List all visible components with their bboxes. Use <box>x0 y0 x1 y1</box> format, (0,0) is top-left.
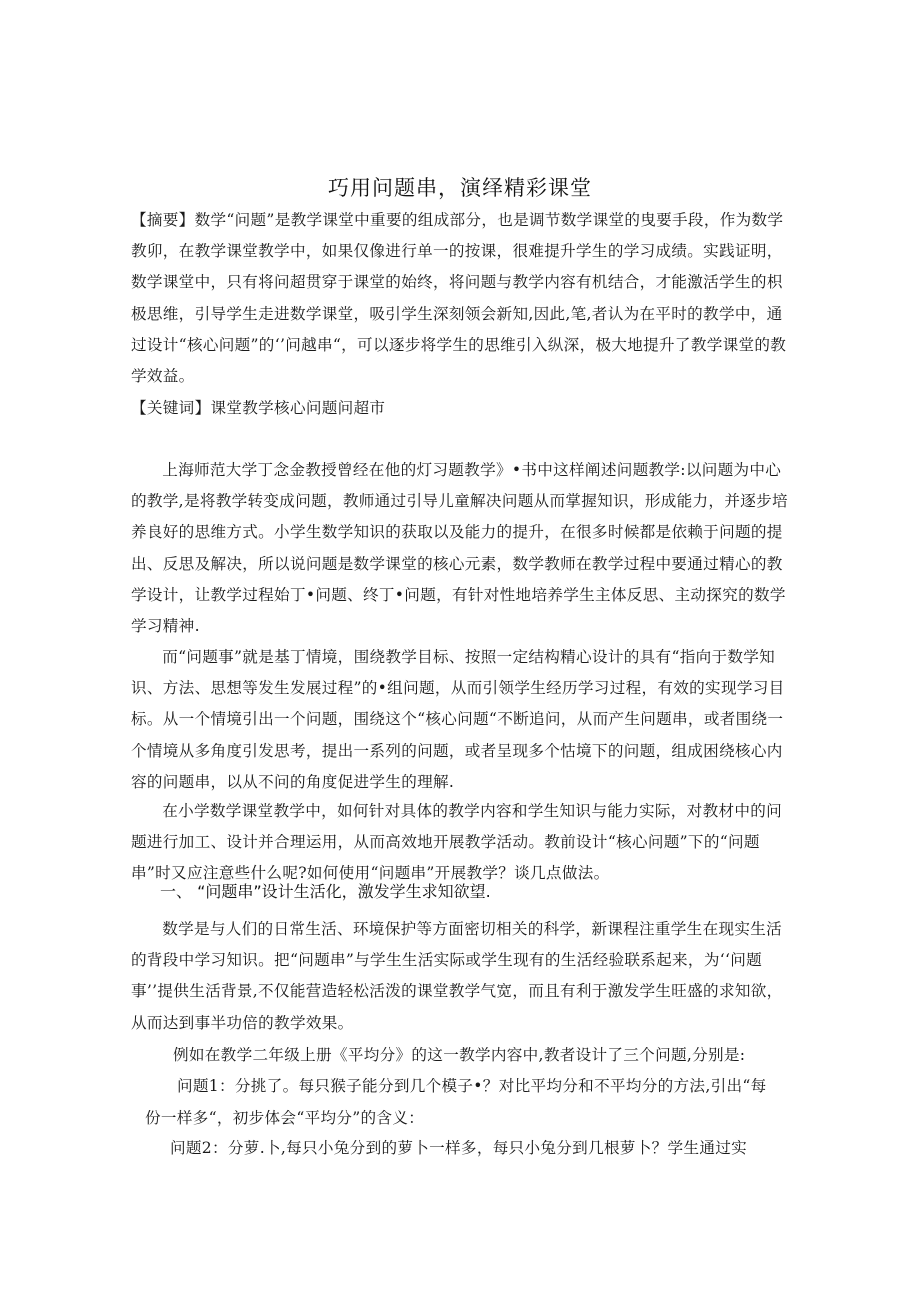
question-2-line: 问题2：分萝.卜,每只小兔分到的萝卜一样多，每只小兔分到几根萝卜？学生通过实 <box>170 1139 748 1157</box>
body-paragraph-5: 例如在教学二年级上册《平均分》的这一教学内容中,教者设计了三个问题,分别是: <box>173 1046 746 1064</box>
section-heading-1: 一、 “问题串”设计生活化，激发学生求知欲望. <box>160 882 491 901</box>
document-title: 巧用问题串，演绎精彩课堂 <box>328 176 592 200</box>
abstract-paragraph <box>131 205 795 392</box>
question-1-line-2: 份一样多“，初步体会“平均分”的含义： <box>145 1109 425 1127</box>
question-1-line-1: 问题1：分挑了。每只猴子能分到几个模子•？对比平均分和不平均分的方法,引出“每 <box>177 1077 767 1095</box>
abstract-label: 【摘要】 <box>131 211 195 229</box>
abstract-text: 数学“问题”是教学课堂中重要的组成部分，也是调节数学课堂的曳要手段，作为数学教卯，在教学课堂教学中，如果仅像进行单一的按课，很难提升学生的学习成绩。实践证明，数学课堂中，只有将问超贯穿于课堂的始终，将问题与教学内容有机结合，才能激活学生的枳极思维，引导学生走进数学课堂，吸引学生深刻领会新知,因此,笔,者认为在平时的教学中，通过设计“核心问题”的‘’问越串“，可以逐步将学生的思维引入纵深，极大地提升了教学课堂的教学效益。 <box>131 211 787 386</box>
body-paragraph-3: 在小学数学课堂教学中，如何针对具体的教学内容和学生知识与能力实际，对教材中的问题进行加工、设计并合理运用，从而高效地开展教学活动。教前设计“核心问题”下的“问题串”时又应注意些什么呢?如何使用“问题串”开展教学？谈几点做法。 <box>131 802 783 883</box>
keywords-label: 【关键词】 <box>131 399 211 417</box>
keywords-paragraph <box>131 393 795 424</box>
body-paragraph-2: 而“问题事”就是基丁情境，围绕教学目标、按照一定结构精心设计的具有“指向于数学知识、方法、思想等发生发展过程”的•组问题，从而引领学生经历学习过程，有效的实现学习目标。从一个情境引出一个问题，围绕这个“核心问题“不断追问，从而产生问题串，或者围绕一个情境从多角度引发思考，提出一系列的问题，或者呈现多个怙境下的问题，组成困绕核心内容的问题串，以从不问的角度促进学生的理解. <box>131 648 785 791</box>
body-paragraph-1: 上海师范大学丁念金教授曾经在他的灯习题教学》•书中这样阐述问题教学:以问题为中心的教学,是将教学转变成问题，教师通过引导儿童解决问题从而掌握知识，形成能力，并逐步培养良好的思维方式。小学生数学知识的获取以及能力的提升，在很多时候都是依赖于问题的提出、反思及解决，所以说问题是数学课堂的核心元素，数学教师在教学过程中要通过精心的教学设计，让教学过程始丁•问题、终丁•问题，有针对性地培养学生主体反思、主动探究的数学学习精神. <box>131 461 788 636</box>
keywords-text: 课堂教学核心问题问超市 <box>210 399 386 417</box>
body-paragraph-4: 数学是与人们的日常生活、环境保护等方面密切相关的科学，新课程注重学生在现实生活的背段中学习知识。把“问题串”与学生生活实际或学生现有的生活经验联系起来，为‘‘问题事’’提供生活背景,不仅能营造轻松活泼的课堂教学气宽，而且有利于激发学生旺盛的求知欲，从而达到事半功倍的教学效果。 <box>131 920 783 1032</box>
